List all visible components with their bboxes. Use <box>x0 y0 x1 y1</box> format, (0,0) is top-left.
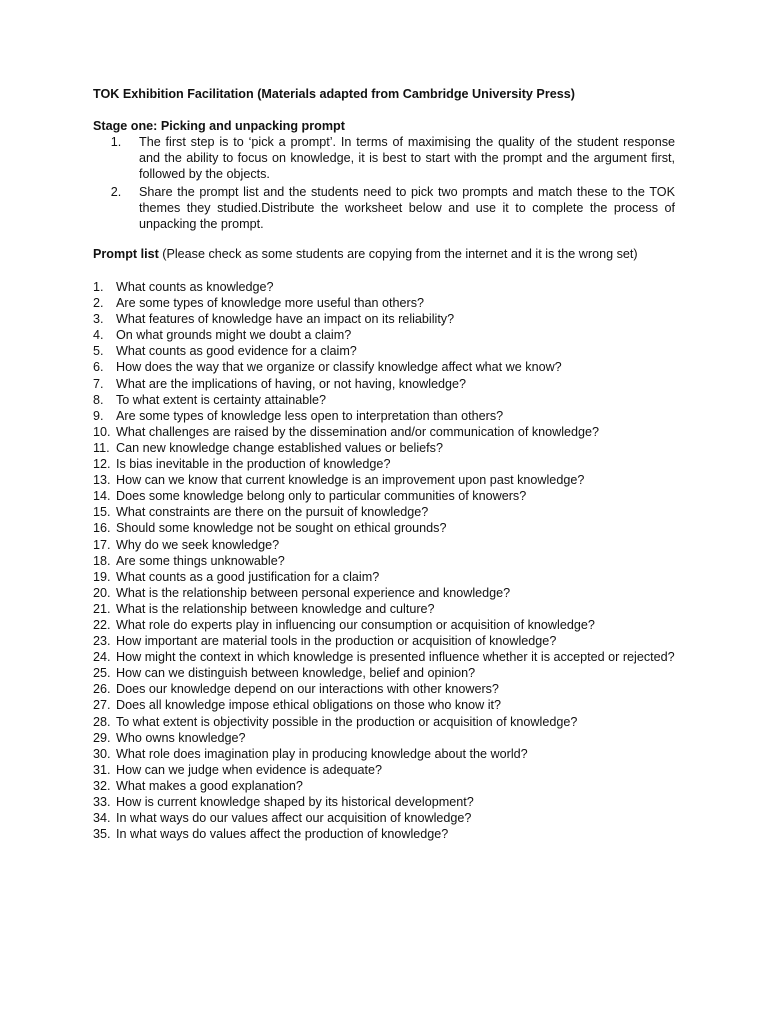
prompt-text: Is bias inevitable in the production of knowledge? <box>116 457 391 472</box>
prompt-text: Are some things unknowable? <box>116 553 285 568</box>
prompt-number: 6. <box>93 360 104 375</box>
prompt-text: What role do experts play in influencing our consumption or acquisition of knowledge? <box>116 617 595 632</box>
prompt-item <box>93 553 693 569</box>
prompt-number: 33. <box>93 795 111 809</box>
step-text: Share the prompt list and the students need to pick two prompts and match these to the TOK themes they studied.Distribute the worksheet below and use it to complete the process of unpacking the prompt. <box>139 184 675 232</box>
prompt-text: What is the relationship between personal experience and knowledge? <box>116 585 511 600</box>
stage-one-heading: Stage one: Picking and unpacking prompt <box>93 119 345 133</box>
prompt-number: 17. <box>93 537 111 552</box>
prompt-number: 15. <box>93 505 111 520</box>
prompt-number: 12. <box>93 457 111 472</box>
prompt-list <box>93 279 693 842</box>
prompt-item <box>93 601 693 617</box>
document-title: TOK Exhibition Facilitation (Materials adapted from Cambridge University Press) <box>93 87 575 101</box>
prompt-number: 26. <box>93 682 111 697</box>
prompt-text: Does our knowledge depend on our interactions with other knowers? <box>116 682 499 697</box>
prompt-item <box>93 794 693 810</box>
prompt-item <box>93 810 693 826</box>
prompt-number: 25. <box>93 666 111 681</box>
prompt-number: 10. <box>93 424 111 439</box>
prompt-item <box>93 279 693 295</box>
stage-step <box>93 134 675 183</box>
prompt-text: How can we distinguish between knowledge, belief and opinion? <box>116 666 476 681</box>
prompt-item <box>93 665 693 681</box>
prompt-item <box>93 424 693 440</box>
prompt-item <box>93 392 693 408</box>
prompt-item <box>93 681 693 697</box>
prompt-text: In what ways do our values affect our acquisition of knowledge? <box>116 811 472 826</box>
prompt-item <box>93 537 693 553</box>
prompt-number: 13. <box>93 473 111 488</box>
step-number: 2. <box>110 184 122 199</box>
prompt-list-label: Prompt list <box>93 247 159 261</box>
prompt-number: 35. <box>93 827 111 842</box>
prompt-text: Who owns knowledge? <box>116 730 246 745</box>
prompt-text: What challenges are raised by the dissemination and/or communication of knowledge? <box>116 424 600 439</box>
prompt-item <box>93 730 693 746</box>
prompt-number: 24. <box>93 650 111 665</box>
prompt-text: What makes a good explanation? <box>116 778 303 793</box>
prompt-number: 29. <box>93 730 111 745</box>
prompt-number: 23. <box>93 634 111 649</box>
prompt-number: 16. <box>93 521 111 536</box>
prompt-list-intro <box>93 246 638 262</box>
prompt-item <box>93 488 693 504</box>
prompt-item <box>93 376 693 392</box>
prompt-number: 1. <box>93 280 104 294</box>
prompt-text: What is the relationship between knowledge and culture? <box>116 601 435 616</box>
prompt-number: 18. <box>93 553 111 568</box>
prompt-text: Does some knowledge belong only to particular communities of knowers? <box>116 489 527 504</box>
prompt-number: 7. <box>93 376 104 391</box>
prompt-item <box>93 585 693 601</box>
prompt-text: How is current knowledge shaped by its historical development? <box>116 795 474 809</box>
prompt-text: What counts as knowledge? <box>116 280 274 294</box>
prompt-text: How can we know that current knowledge is an improvement upon past knowledge? <box>116 473 585 488</box>
prompt-item <box>93 504 693 520</box>
prompt-item <box>93 762 693 778</box>
prompt-item <box>93 633 693 649</box>
prompt-text: To what extent is certainty attainable? <box>116 392 327 407</box>
prompt-text: In what ways do values affect the production of knowledge? <box>116 827 449 842</box>
prompt-number: 31. <box>93 762 111 777</box>
prompt-text: Should some knowledge not be sought on ethical grounds? <box>116 521 447 536</box>
prompt-item <box>93 472 693 488</box>
prompt-text: Are some types of knowledge less open to interpretation than others? <box>116 408 504 423</box>
prompt-number: 27. <box>93 698 111 713</box>
prompt-text: How might the context in which knowledge is presented influence whether it is accepted or rejected? <box>116 650 675 665</box>
prompt-item <box>93 359 693 375</box>
prompt-item <box>93 714 693 730</box>
prompt-number: 3. <box>93 312 104 327</box>
prompt-item <box>93 520 693 536</box>
prompt-number: 20. <box>93 585 111 600</box>
prompt-text: Why do we seek knowledge? <box>116 537 280 552</box>
prompt-number: 21. <box>93 601 111 616</box>
step-text: The first step is to ‘pick a prompt’. In terms of maximising the quality of the student response and the ability to focus on knowledge, it is best to start with the prompt and the argument first, followed by the objects. <box>139 135 675 182</box>
step-number: 1. <box>110 135 122 149</box>
prompt-item <box>93 697 693 713</box>
prompt-text: Can new knowledge change established values or beliefs? <box>116 440 443 455</box>
prompt-text: Does all knowledge impose ethical obligations on those who know it? <box>116 698 502 713</box>
prompt-text: How does the way that we organize or classify knowledge affect what we know? <box>116 360 562 375</box>
prompt-item <box>93 327 693 343</box>
prompt-number: 28. <box>93 714 111 729</box>
prompt-list-note: (Please check as some students are copying from the internet and it is the wrong set) <box>158 247 638 261</box>
prompt-text: Are some types of knowledge more useful than others? <box>116 296 425 311</box>
stage-step <box>93 184 675 233</box>
prompt-item <box>93 778 693 794</box>
prompt-item <box>93 826 693 842</box>
prompt-number: 4. <box>93 328 104 343</box>
prompt-text: On what grounds might we doubt a claim? <box>116 328 352 343</box>
prompt-item <box>93 311 693 327</box>
prompt-item <box>93 295 693 311</box>
prompt-number: 19. <box>93 569 111 584</box>
prompt-number: 11. <box>93 440 110 455</box>
prompt-text: What constraints are there on the pursuit of knowledge? <box>116 505 429 520</box>
prompt-text: How can we judge when evidence is adequate? <box>116 762 383 777</box>
stage-one-steps <box>93 134 675 232</box>
prompt-item <box>93 456 693 472</box>
prompt-item <box>93 617 693 633</box>
prompt-text: What role does imagination play in producing knowledge about the world? <box>116 746 528 761</box>
prompt-text: What counts as a good justification for a claim? <box>116 569 380 584</box>
prompt-item <box>93 746 693 762</box>
prompt-number: 8. <box>93 392 104 407</box>
prompt-number: 22. <box>93 617 111 632</box>
prompt-number: 30. <box>93 746 111 761</box>
prompt-item <box>93 440 693 456</box>
prompt-number: 5. <box>93 344 104 359</box>
prompt-item <box>93 408 693 424</box>
prompt-text: How important are material tools in the production or acquisition of knowledge? <box>116 634 557 649</box>
prompt-number: 34. <box>93 811 111 826</box>
prompt-number: 2. <box>93 296 104 311</box>
prompt-number: 32. <box>93 778 111 793</box>
prompt-item <box>93 649 693 665</box>
prompt-text: What counts as good evidence for a claim? <box>116 344 357 359</box>
prompt-item <box>93 343 693 359</box>
prompt-text: What features of knowledge have an impact on its reliability? <box>116 312 455 327</box>
prompt-item <box>93 569 693 585</box>
prompt-text: What are the implications of having, or not having, knowledge? <box>116 376 467 391</box>
prompt-number: 9. <box>93 408 104 423</box>
prompt-number: 14. <box>93 489 111 504</box>
prompt-text: To what extent is objectivity possible in the production or acquisition of knowledge? <box>116 714 578 729</box>
